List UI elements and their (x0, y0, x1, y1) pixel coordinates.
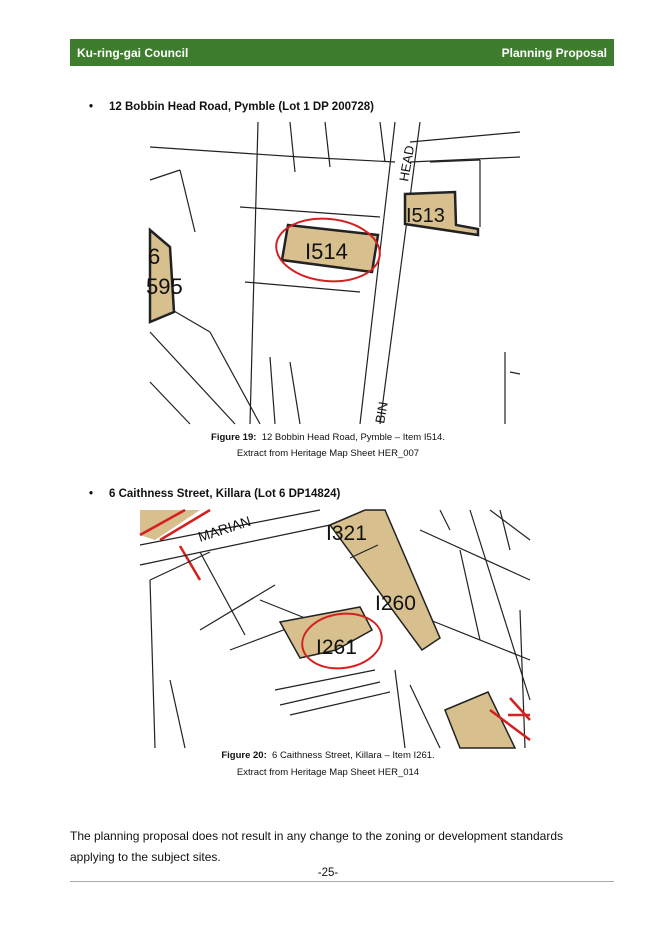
figure19-caption (0, 432, 656, 443)
figure20-caption-text: 6 Caithness Street, Killara – Item I261. (272, 750, 435, 761)
page-number: -25- (317, 867, 339, 879)
section1-heading (89, 101, 374, 113)
map19-label-partial-6: 6 (148, 244, 161, 269)
footer-divider (70, 881, 614, 882)
map19-label-partial-595: 595 (146, 274, 183, 299)
page-header (70, 39, 614, 66)
header-council-name: Ku-ring-gai Council (77, 45, 189, 60)
section1-title: 12 Bobbin Head Road, Pymble (Lot 1 DP 200728) (109, 101, 374, 113)
figure20-caption-source: Extract from Heritage Map Sheet HER_014 (236, 767, 420, 778)
figure19-caption-text: 12 Bobbin Head Road, Pymble – Item I514. (261, 432, 445, 443)
bullet-icon: • (89, 101, 94, 113)
map19-label-i513: I513 (406, 205, 445, 227)
map19-street-label: HEAD (396, 144, 418, 183)
map20-label-i261: I261 (316, 636, 357, 659)
map20-label-i321: I321 (326, 522, 367, 545)
figure19-caption-label: Figure 19: (211, 432, 257, 443)
bullet-icon: • (89, 488, 94, 500)
section2-heading (89, 488, 340, 500)
heritage-map-figure-19 (146, 122, 520, 425)
figure20-caption (0, 750, 656, 761)
map20-street-label: MARIAN (195, 512, 253, 545)
body-paragraph: The planning proposal does not result in any change to the zoning or development standards applying to the subject sites. (70, 829, 563, 864)
map19-label-i514: I514 (305, 239, 348, 264)
heritage-map-figure-20 (140, 510, 530, 748)
map19-street-label-bottom: BIN (372, 400, 391, 425)
header-document-title: Planning Proposal (501, 45, 607, 60)
section2-title: 6 Caithness Street, Killara (Lot 6 DP14824) (109, 488, 341, 500)
map20-label-i260: I260 (375, 592, 416, 615)
figure19-caption-source: Extract from Heritage Map Sheet HER_007 (236, 448, 420, 459)
figure20-caption-label: Figure 20: (221, 750, 267, 761)
